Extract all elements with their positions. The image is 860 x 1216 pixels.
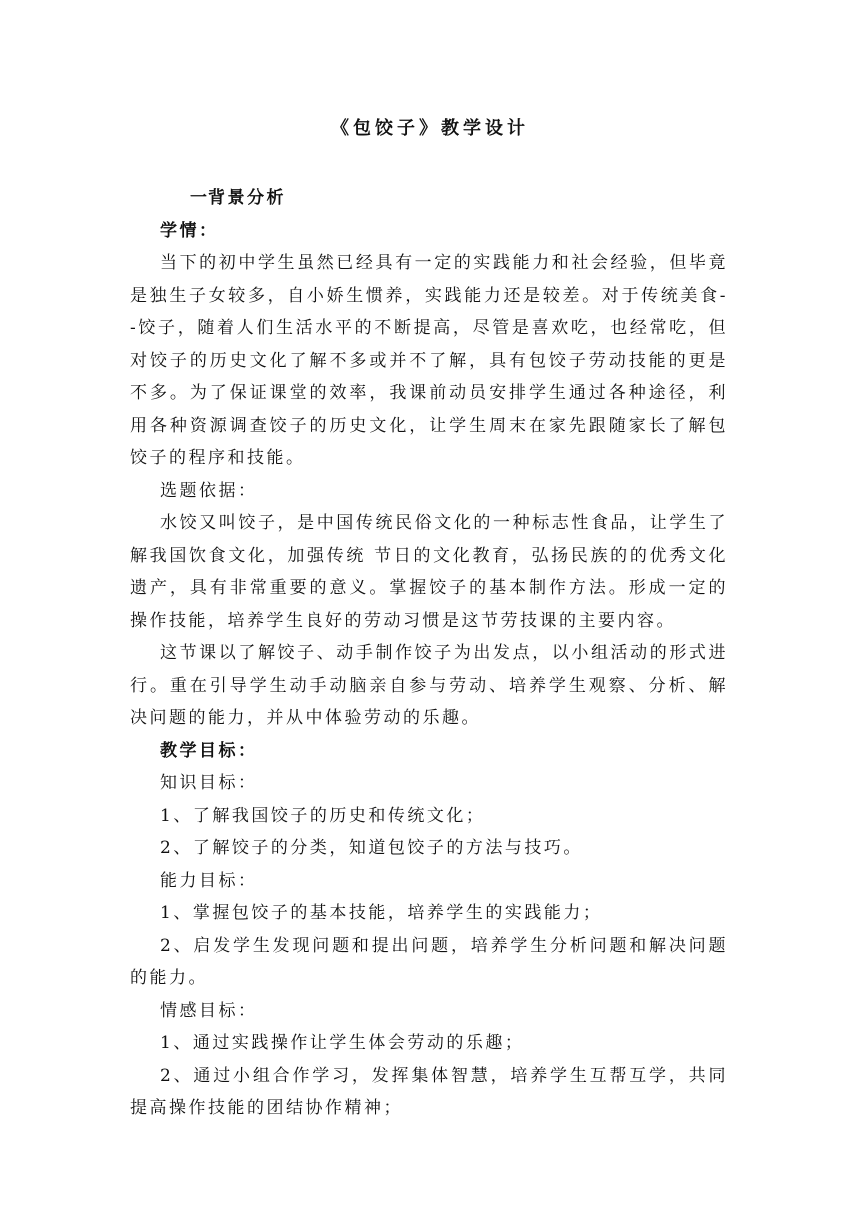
- ability-goals-label: 能力目标：: [160, 870, 258, 891]
- emotion-goal-item: 2、通过小组合作学习，发挥集体智慧，培养学生互帮互学，共同提高操作技能的团结协作精神；: [130, 1065, 728, 1118]
- xuanti-label: 选题依据：: [160, 480, 258, 501]
- ability-goal-item: 1、掌握包饺子的基本技能，培养学生的实践能力；: [160, 903, 603, 923]
- goals-label: 教学目标：: [160, 740, 258, 761]
- document-body: [130, 182, 728, 1125]
- emotion-goals-label: 情感目标：: [160, 1000, 258, 1021]
- section-number: 一: [190, 188, 210, 208]
- emotion-goal-item: 1、通过实践操作让学生体会劳动的乐趣；: [160, 1033, 525, 1053]
- ability-goal-item: 2、启发学生发现问题和提出问题，培养学生分析问题和解决问题的能力。: [130, 935, 728, 988]
- section-heading-background: [130, 182, 728, 215]
- knowledge-goals-label: 知识目标：: [160, 773, 258, 793]
- document-title: 《包饺子》教学设计: [331, 118, 529, 139]
- section-title: 背景分析: [208, 188, 286, 208]
- xueqing-label: 学情：: [160, 220, 219, 241]
- xuanti-paragraph-2: 这节课以了解饺子、动手制作饺子为出发点，以小组活动的形式进行。重在引导学生动手动脑亲自参与劳动、培养学生观察、分析、解决问题的能力，并从中体验劳动的乐趣。: [130, 643, 728, 728]
- xuanti-paragraph-1: 水饺又叫饺子，是中国传统民俗文化的一种标志性食品，让学生了解我国饮食文化，加强传统 节日的文化教育，弘扬民族的的优秀文化遗产，具有非常重要的意义。掌握饺子的基本制作方法。形成一定的操作技能，培养学生良好的劳动习惯是这节劳技课的主要内容。: [130, 513, 728, 631]
- xueqing-paragraph: 当下的初中学生虽然已经具有一定的实践能力和社会经验，但毕竟是独生子女较多，自小娇生惯养，实践能力还是较差。对于传统美食--饺子，随着人们生活水平的不断提高，尽管是喜欢吃，也经常吃，但对饺子的历史文化了解不多或并不了解，具有包饺子劳动技能的更是不多。为了保证课堂的效率，我课前动员安排学生通过各种途径，利用各种资源调查饺子的历史文化，让学生周末在家先跟随家长了解包饺子的程序和技能。: [130, 253, 728, 468]
- knowledge-goal-item: 2、了解饺子的分类，知道包饺子的方法与技巧。: [160, 838, 583, 858]
- knowledge-goal-item: 1、了解我国饺子的历史和传统文化；: [160, 805, 486, 826]
